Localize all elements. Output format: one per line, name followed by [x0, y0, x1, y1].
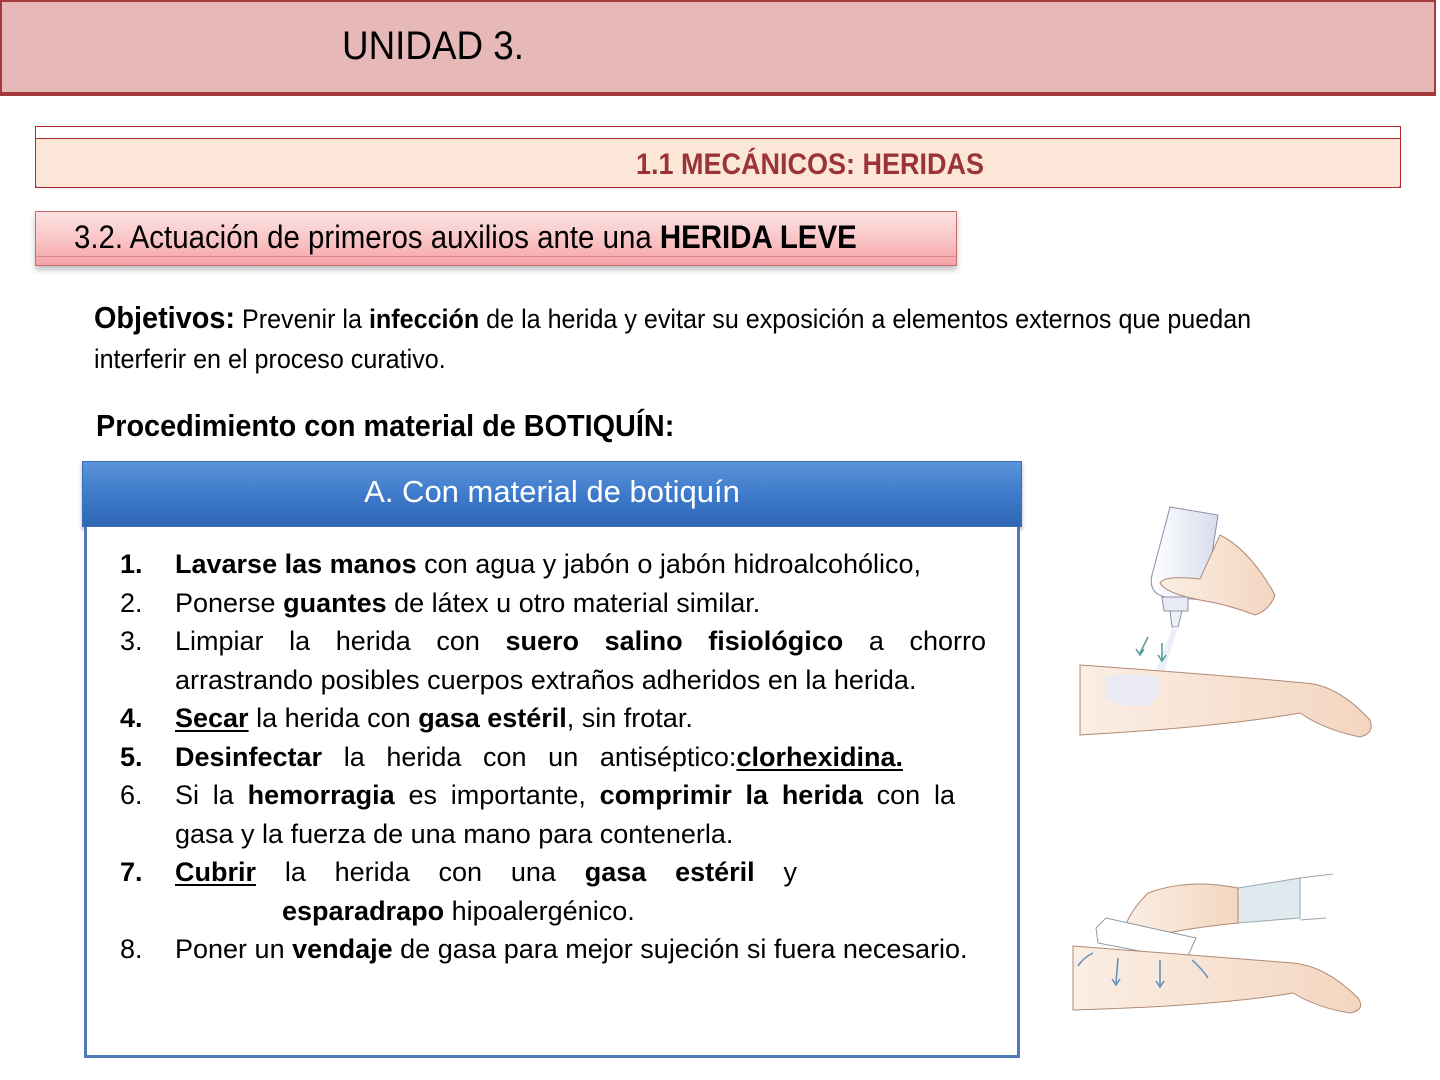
steps-list	[120, 545, 986, 969]
subtitle-prefix: 3.2. Actuación de primeros auxilios ante una	[74, 219, 660, 255]
step-text: la herida con un antiséptico:	[322, 741, 737, 772]
unit-title: UNIDAD 3.	[342, 24, 524, 68]
step-text: Ponerse	[175, 587, 284, 618]
step-text: Limpiar la herida con	[175, 626, 506, 656]
step-number: 2.	[120, 587, 143, 618]
step-number: 1.	[120, 549, 143, 579]
unit-banner	[0, 0, 1436, 96]
step-text: hipoalergénico.	[444, 895, 635, 926]
step-keyword: Secar	[175, 703, 249, 733]
step-text: la herida con una	[256, 857, 585, 887]
step-keyword: Cubrir	[175, 857, 256, 887]
step-number: 5.	[120, 741, 143, 772]
card-title: A. Con material de botiquín	[364, 474, 740, 509]
step-item	[120, 776, 955, 853]
step-keyword: guantes	[283, 587, 387, 618]
sterile-gauze-illustration	[1068, 858, 1378, 1023]
step-text: la herida con	[248, 703, 419, 733]
objectives-label: Objetivos:	[94, 300, 235, 335]
step-keyword: Lavarse las manos	[175, 549, 417, 579]
step-keyword: gasa estéril	[418, 703, 567, 733]
step-number: 7.	[120, 857, 143, 887]
objectives-text: de la herida y evitar su exposición a elementos externos que puedan interferir en el proceso curativo.	[94, 304, 1252, 374]
step-keyword: gasa estéril	[584, 857, 755, 887]
objectives-text: Prevenir la	[234, 304, 369, 334]
objectives-paragraph	[94, 298, 1266, 379]
step-item	[120, 584, 986, 623]
step-text: y	[754, 857, 797, 887]
step-item	[120, 699, 986, 738]
step-keyword: comprimir la herida	[599, 780, 863, 810]
step-number: 6.	[120, 780, 143, 810]
subtitle-heading	[74, 219, 857, 256]
objectives-keyword: infección	[368, 304, 480, 334]
step-number: 4.	[120, 703, 143, 733]
saline-irrigation-illustration	[1070, 505, 1380, 760]
step-number: 8.	[120, 934, 143, 964]
step-keyword: Desinfectar	[175, 741, 323, 772]
step-item	[120, 738, 903, 777]
step-text: , sin frotar.	[566, 703, 693, 733]
step-item	[120, 545, 986, 584]
step-item	[120, 622, 986, 699]
step-number: 3.	[120, 626, 143, 656]
step-keyword: esparadrapo	[282, 895, 445, 926]
step-keyword: hemorragia	[247, 780, 395, 810]
step-keyword: clorhexidina.	[736, 741, 903, 772]
step-keyword: vendaje	[292, 934, 393, 964]
procedure-title: Procedimiento con material de BOTIQUÍN:	[96, 408, 675, 443]
step-text: con la gasa y la fuerza de una mano para contenerla.	[175, 780, 955, 849]
step-text: es importante,	[394, 780, 600, 810]
step-item	[120, 930, 986, 969]
section-title: 1.1 MECÁNICOS: HERIDAS	[636, 148, 985, 181]
step-text: a chorro arrastrando posibles cuerpos extraños adheridos en la herida.	[175, 626, 986, 695]
subtitle-emphasis: HERIDA LEVE	[659, 219, 857, 255]
step-text: con agua y jabón o jabón hidroalcohólico,	[416, 549, 922, 579]
step-keyword: suero salino fisiológico	[505, 626, 844, 656]
step-text: Poner un	[175, 934, 293, 964]
step-text: de látex u otro material similar.	[386, 587, 761, 618]
step-text: de gasa para mejor sujeción si fuera necesario.	[392, 934, 968, 964]
step-text: Si la	[175, 780, 248, 810]
step-item	[120, 853, 797, 930]
